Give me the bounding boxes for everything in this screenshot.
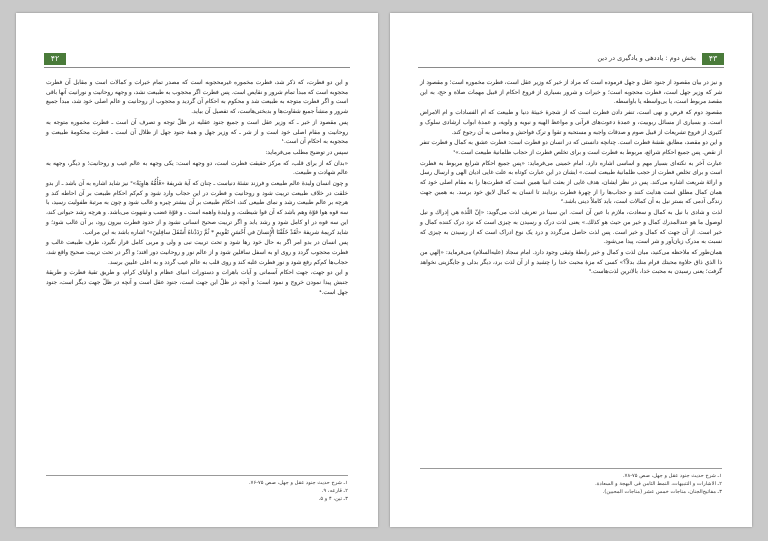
paragraph: همان‌طور که ملاحظه می‌کنید، میان لذت و کمال و خیر رابطهٔ وثیقی وجود دارد. امام سجاد (علیه‌السلام) می‌فرماید: «إلهي من ذا الذي ذاق حلاوة محبتك فرام منك بدلاً؟» کسی که مزهٔ محبت خدا را چشید و از آن لذت برد، دیگر بدلی و جایگزینی نخواهد گرفت؛ یعنی رسیدن به محبت خدا، بالاترین لذت‌هاست.³: [420, 249, 722, 276]
right-page: [390, 13, 752, 527]
footnote: ۳ـ تین، ۴ و ۵.: [318, 496, 348, 502]
paragraph: و این دو مقصد، مطابق نقشهٔ فطرت است. چنانچه دانستی که در انسان دو فطرت است: فطرت عشق به کمال و فطرت تنفر از نقص. پس جمیع احکام شرائع، مربوط به فطرت است و برای تخلص فطرت از حجاب ظلمانیهٔ طبیعت است.»¹: [420, 140, 722, 156]
left-page-number: ۴۲: [44, 53, 66, 65]
right-page-footnotes: [420, 468, 722, 496]
left-page-footnotes: [46, 475, 348, 503]
paragraph: و چون انسان ولیدهٔ عالم طبیعت و فرزند نشئهٔ دنیاست ـ چنان که آیهٔ شریفهٔ «فَأُمُّهُ هاوِيَةٌ»² نیز شاید اشاره به آن باشد ـ از بدو خلقت در خلاف طبیعت تربیت شود و روحانیت و فطرت در این حجاب وارد شود و کم‌کم احکام طبیعت بر آن احاطه کند و هرچه بر عالم طبیعت رشد و نمای طبیعی کند، احکام طبیعت بر آن بیشتر چیره و غالب شود و چون به مرتبهٔ طفولیت رسید، با سه قوه هوا قوّهٔ وهم باشد که آن قوا شیطنت، و ولیدهٔ واهمه است ـ و قوّهٔ غضب و شهوت می‌باشد. و هرچه رشد حیوانی کند، این سه قوه در او کامل شود و رشد یابد و اگر تربیت صحیح انسانی نشود و از حدود فطرت بیرون رود، بر آن غالب شود؛ و شاید کریمهٔ شریفهٔ «لَقَدْ خَلَقْنَا الْإِنسانَ في أَحْسَنِ تَقْويمٍ * ثُمَّ رَدَدْناهُ أَسْفَلَ سافِلينَ»³ اشاره باشد به این مراتب.: [46, 181, 348, 236]
left-page-header: [44, 53, 350, 68]
right-page-number: ۴۳: [702, 53, 724, 65]
paragraph: پس انسان در بدو امر اگر به حال خود رها شود و تحت تربیت نبی و ولی و مربی کامل قرار نگیرد، طرف طبیعت غالب و فطرت محجوب گردد و روی او به اسفل سافلین شود و از عالم نور و روحانیت دور افتد؛ و اگر در تحت تربیت صحیح واقع شد، حجاب‌ها کم‌کم رفع شود و نور فطرت غلبه کند و روی قلب به عالم غیب گردد و به اعلی علیین برسد.: [46, 240, 348, 266]
right-page-header: [418, 53, 724, 68]
paragraph: و این دو جهت، جهت احکام آسمانی و آیات باهرات و دستورات انبیای عظام و اولیای کرام، و طریق تقیهٔ فطرت و طریقهٔ جنبش پیدا نمودن خروج و نمود است؛ و آنچه در ظلّ این جهت است، جنود عقل است و آنچه در ظلّ جهت دیگر است، جنود جهل است.⁴: [46, 270, 348, 296]
running-header: بخش دوم : یاددهی و یادگیری در دین: [597, 54, 696, 62]
paragraph: عبارت آخر به نکته‌ای بسیار مهم و اساسی اشاره دارد. امام خمینی می‌فرماید: «پس جمیع احکام شرایع مربوط به فطرت است و برای تخلص فطرت از حجب ظلمانیهٔ طبیعت است.» ایشان در این عبارت کوتاه به علت غایی ادیان الهی و ارسال رسل و ارائهٔ شریعت اشاره می‌کند. پس در نظر ایشان، هدف غایی از بعثت انبیا همین است که فطرت‌ها را به مقام اصلی خود که همان کمال مطلق است هدایت کنند و حجاب‌ها را از چهرهٔ فطرت بزدایند تا انسان به کمال لایق خود برسد. به همین جهت زندگی آدمی که بستر نیل به آن کمالات است، باید کاملاً دینی باشد.²: [420, 160, 722, 206]
paragraph: و نیز در بیان مقصود از جنود عقل و جهل فرموده است که مراد از خیر که وزیر عقل است، فطرت مخموره است؛ و مقصود از شر که وزیر جهل است، فطرت محجوبه است؛ و خیرات و شرور بسیاری از فروع احکام از قبیل مهمات صلاة و حج، به این مقصد مربوط است، یا بی‌واسطه یا باواسطه.: [420, 80, 722, 106]
footnote: ۱ـ شرح حدیث جنود عقل و جهل، صص ۷۵-۷۸.: [623, 473, 722, 479]
footnote: ۱ـ شرح حدیث جنود عقل و جهل، صص ۷۵-۷۶.: [249, 480, 348, 486]
paragraph: «بدان که از برای قلب، که مرکز حقیقت فطرت است، دو وجهه است: یکی وجهه به عالم غیب و روحانیت؛ و دیگر، وجهه به عالم شهادت و طبیعت.: [46, 160, 348, 177]
left-page-body: [46, 79, 348, 299]
paragraph: مقصود دوم که فرض و نهی است، تنفر دادن فطرت است که از شجرهٔ خبیثهٔ دنیا و طبیعت که ام الفسادات و ام الامراض است. و بسیاری از مسائل ربوبیت، و عمدهٔ دعوت‌های قرآنی و مواعظ الهیه و نبویه و ولویه، و عمدهٔ ابواب ارشادی سلوک و کثیری از فروع تشریعات از قبیل صوم و صدقات واجبه و مستحبه و تقوا و ترک فواحش و معاصی به آن رجوع کند.: [420, 110, 722, 136]
footnote: ۲ـ الاشارات و التنبیهات، النمط الثامن فی البهجة و السعادة.: [595, 481, 722, 487]
footnote: ۳ـ مفاتیح‌الجنان، مناجات خمس عشر (مناجات المحبین).: [602, 489, 722, 495]
footnote: ۲ـ قارعه، ۹.: [321, 488, 348, 494]
paragraph: و این دو فطرت، که ذکر شد، فطرت مخموره غیرمحجوبه است که مصدر تمام خیرات و کمالات است و مقابل آن فطرت محجوبه است که مبدأ تمام شرور و نقایص است. پس فطرت اگر محجوب به طبیعت نشد، و وجهه روحانیت و نورانیت آنها باقی است و اگر فطرت متوجه به طبیعت شد و محکوم به احکام آن گردید و محجوب از روحانیت و عالم اصلی خود شد، مبدأ جمیع شرور و منشأ جمیع شقاوت‌ها و بدبختی‌هاست، که تفصیل آن بیاید.: [46, 80, 348, 116]
paragraph: سپس در توضیح مطلب می‌فرماید:: [265, 149, 348, 156]
paragraph: لذت و شادی با نیل به کمال و سعادت، ملازم با عین آن است. ابن سینا در تعریف لذت می‌گوید: «إنّ اللّذة هي إدراك و نيل لوصول ما هو عندالمدرك كمال و خير من حيث هو كذلك.» یعنی لذت درک و رسیدن به چیزی است که نزد درک کننده کمال و خیر است. از آن جهت که کمال و خیر است. پس لذت حاصل می‌گردد و درد یک نوع ادراک است که از رسیدن به چیزی که نسبت به مدرک زیان‌آور و شر است، پیدا می‌شود.: [420, 210, 722, 246]
left-page: [16, 13, 378, 527]
right-page-body: [420, 79, 722, 279]
paragraph: پس مقصود از خیر ـ که وزیر عقل است و جمیع جنود عقلیه در ظلّ توجه و تصرف آن است ـ فطرت مخموره متوجه به روحانیت و مقام اصلی خود است و از شر ـ که وزیر جهل و همهٔ جنود جهل از ظلال آن است ـ فطرت محکومهٔ طبیعت و محجوبه به احکام آن است.¹: [46, 119, 348, 146]
